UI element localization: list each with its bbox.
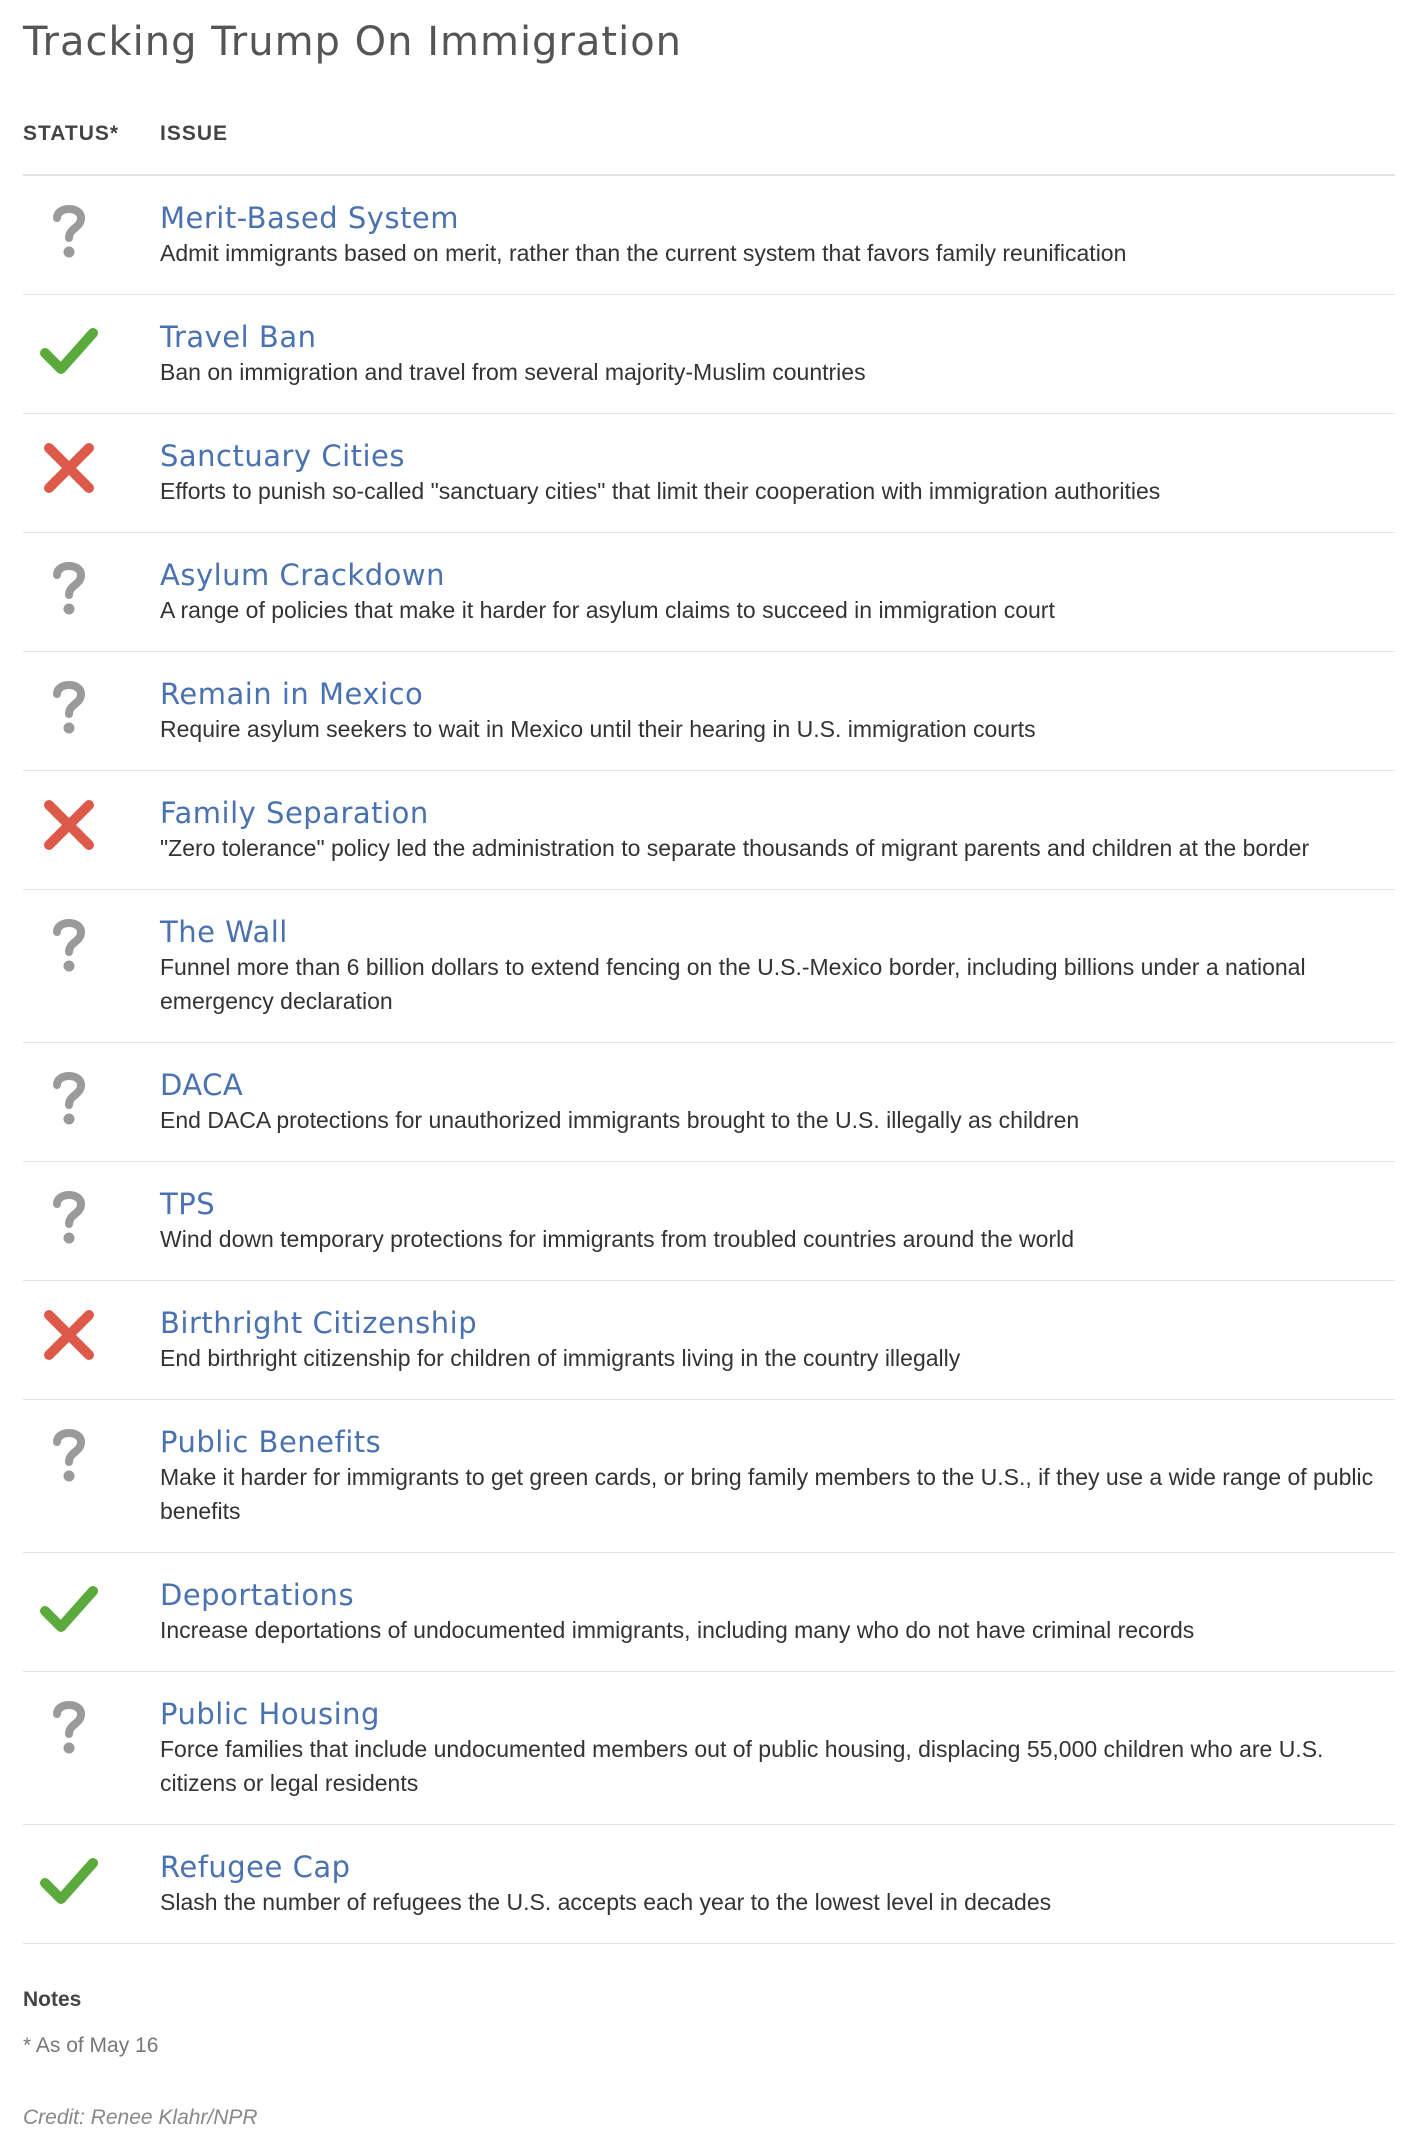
question-mark-icon [39, 557, 99, 617]
question-mark-icon [39, 200, 99, 260]
table-row [23, 533, 1395, 652]
status-cell [23, 1577, 160, 1647]
issue-cell [160, 676, 1395, 746]
issue-title-link[interactable]: TPS [160, 1187, 216, 1221]
table-row [23, 890, 1395, 1043]
issue-title-link[interactable]: DACA [160, 1068, 244, 1102]
table-row [23, 1043, 1395, 1162]
issue-title-link[interactable]: The Wall [160, 915, 288, 949]
table-row [23, 295, 1395, 414]
issue-column-header: ISSUE [160, 122, 229, 145]
issue-description: Efforts to punish so-called "sanctuary cities" that limit their cooperation with immigration authorities [160, 478, 1161, 504]
issue-list [23, 176, 1395, 1944]
status-cell [23, 676, 160, 746]
table-row [23, 1281, 1395, 1400]
issue-cell [160, 1186, 1395, 1256]
issue-description: Make it harder for immigrants to get green cards, or bring family members to the U.S., if they use a wide range of public benefits [160, 1464, 1374, 1524]
issue-description: End DACA protections for unauthorized immigrants brought to the U.S. illegally as children [160, 1107, 1080, 1133]
table-header [23, 116, 1395, 176]
checkmark-icon [39, 319, 99, 379]
question-mark-icon [39, 1186, 99, 1246]
issue-cell [160, 1577, 1395, 1647]
status-cell [23, 1067, 160, 1137]
cross-icon [39, 795, 99, 855]
issue-title-link[interactable]: Family Separation [160, 796, 429, 830]
issue-description: Slash the number of refugees the U.S. accepts each year to the lowest level in decades [160, 1889, 1052, 1915]
issue-description: Increase deportations of undocumented immigrants, including many who do not have criminal records [160, 1617, 1195, 1643]
issue-title-link[interactable]: Public Benefits [160, 1425, 382, 1459]
status-cell [23, 795, 160, 865]
table-row [23, 1672, 1395, 1825]
status-column-header: STATUS* [23, 122, 120, 145]
issue-cell [160, 1696, 1395, 1800]
status-cell [23, 438, 160, 508]
note-as-of: * As of May 16 [23, 2034, 159, 2057]
issue-description: "Zero tolerance" policy led the administration to separate thousands of migrant parents and children at the border [160, 835, 1310, 861]
notes-heading: Notes [23, 1988, 82, 2011]
question-mark-icon [39, 676, 99, 736]
issue-description: Ban on immigration and travel from several majority-Muslim countries [160, 359, 866, 385]
question-mark-icon [39, 1067, 99, 1127]
status-cell [23, 914, 160, 1018]
notes-section [23, 1988, 1395, 2058]
status-cell [23, 200, 160, 270]
table-row [23, 414, 1395, 533]
issue-description: Admit immigrants based on merit, rather than the current system that favors family reunification [160, 240, 1127, 266]
credit-line: Credit: Renee Klahr/NPR [23, 2106, 258, 2129]
issue-cell [160, 795, 1395, 865]
issue-title-link[interactable]: Sanctuary Cities [160, 439, 406, 473]
table-row [23, 1553, 1395, 1672]
issue-title-link[interactable]: Birthright Citizenship [160, 1306, 478, 1340]
question-mark-icon [39, 1424, 99, 1484]
issue-title-link[interactable]: Refugee Cap [160, 1850, 351, 1884]
status-cell [23, 1305, 160, 1375]
issue-description: End birthright citizenship for children of immigrants living in the country illegally [160, 1345, 961, 1371]
issue-title-link[interactable]: Remain in Mexico [160, 677, 424, 711]
issue-description: Wind down temporary protections for immigrants from troubled countries around the world [160, 1226, 1075, 1252]
cross-icon [39, 438, 99, 498]
issue-cell [160, 1849, 1395, 1919]
issue-description: Funnel more than 6 billion dollars to extend fencing on the U.S.-Mexico border, including billions under a national emergency declaration [160, 954, 1306, 1014]
status-cell [23, 1849, 160, 1919]
issue-title-link[interactable]: Merit-Based System [160, 201, 460, 235]
status-cell [23, 1424, 160, 1528]
issue-title-link[interactable]: Travel Ban [160, 320, 317, 354]
question-mark-icon [39, 914, 99, 974]
checkmark-icon [39, 1849, 99, 1909]
issue-title-link[interactable]: Public Housing [160, 1697, 380, 1731]
table-row [23, 771, 1395, 890]
table-row [23, 176, 1395, 295]
issue-description: Force families that include undocumented members out of public housing, displacing 55,000 children who are U.S. citizens or legal residents [160, 1736, 1324, 1796]
issue-cell [160, 1424, 1395, 1528]
page-title: Tracking Trump On Immigration [23, 19, 683, 65]
issue-cell [160, 1067, 1395, 1137]
status-cell [23, 1696, 160, 1800]
status-cell [23, 1186, 160, 1256]
table-row [23, 652, 1395, 771]
issue-title-link[interactable]: Deportations [160, 1578, 355, 1612]
question-mark-icon [39, 1696, 99, 1756]
table-row [23, 1400, 1395, 1553]
issue-cell [160, 557, 1395, 627]
issue-title-link[interactable]: Asylum Crackdown [160, 558, 445, 592]
issue-cell [160, 200, 1395, 270]
issue-cell [160, 1305, 1395, 1375]
table-row [23, 1825, 1395, 1944]
issue-cell [160, 438, 1395, 508]
checkmark-icon [39, 1577, 99, 1637]
cross-icon [39, 1305, 99, 1365]
status-cell [23, 557, 160, 627]
table-row [23, 1162, 1395, 1281]
issue-cell [160, 319, 1395, 389]
issue-description: A range of policies that make it harder for asylum claims to succeed in immigration court [160, 597, 1055, 623]
issue-description: Require asylum seekers to wait in Mexico until their hearing in U.S. immigration courts [160, 716, 1036, 742]
issue-cell [160, 914, 1395, 1018]
status-cell [23, 319, 160, 389]
tracker-graphic [23, 0, 1395, 2130]
